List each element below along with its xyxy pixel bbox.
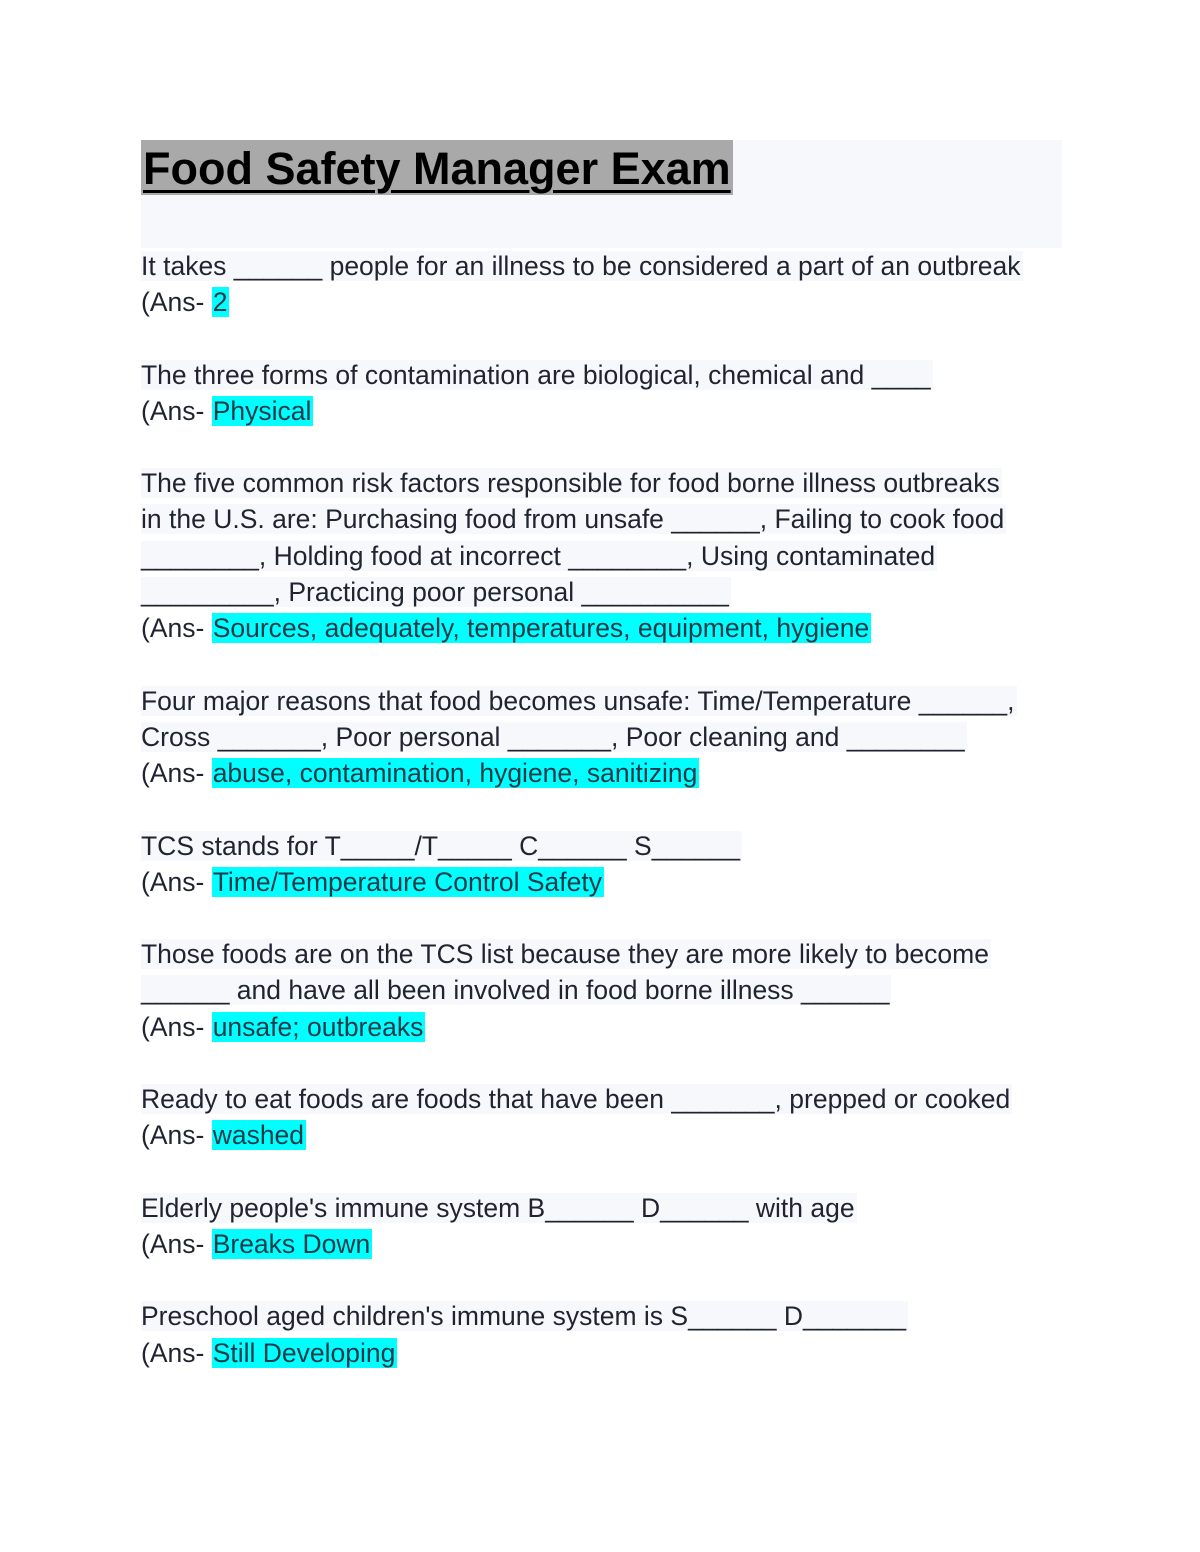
question-line: [141, 248, 1066, 284]
question-line: [141, 936, 1066, 972]
question-text: The three forms of contamination are biological, chemical and ____: [141, 359, 931, 390]
question-block: [141, 1081, 1066, 1154]
question-block: [141, 936, 1066, 1045]
answer-line: [141, 610, 1066, 646]
question-line: [141, 574, 1066, 610]
answer-highlight: unsafe; outbreaks: [212, 1011, 424, 1042]
question-line: [141, 683, 1066, 719]
question-text: The five common risk factors responsible for food borne illness outbreaks: [141, 468, 1000, 499]
answer-line: [141, 1226, 1066, 1262]
question-list: [141, 248, 1066, 1407]
question-block: [141, 465, 1066, 646]
answer-line: [141, 1335, 1066, 1371]
answer-line: [141, 755, 1066, 791]
answer-line: [141, 1009, 1066, 1045]
question-line: [141, 828, 1066, 864]
answer-prefix: (Ans-: [141, 1011, 212, 1042]
answer-prefix: (Ans-: [141, 866, 212, 897]
answer-highlight: Physical: [212, 395, 312, 426]
answer-highlight: Still Developing: [212, 1337, 396, 1368]
question-text: Four major reasons that food becomes unsafe: Time/Temperature ______,: [141, 685, 1015, 716]
answer-line: [141, 1117, 1066, 1153]
question-text: in the U.S. are: Purchasing food from unsafe ______, Failing to cook food: [141, 504, 1005, 535]
question-block: [141, 248, 1066, 321]
answer-prefix: (Ans-: [141, 613, 212, 644]
question-line: [141, 1190, 1066, 1226]
question-line: [141, 1298, 1066, 1334]
answer-highlight: washed: [212, 1120, 305, 1151]
question-text: Cross _______, Poor personal _______, Poor cleaning and ________: [141, 721, 965, 752]
question-line: [141, 501, 1066, 537]
document-title: Food Safety Manager Exam: [141, 140, 733, 195]
question-line: [141, 719, 1066, 755]
question-block: [141, 1190, 1066, 1263]
question-block: [141, 1298, 1066, 1371]
question-line: [141, 972, 1066, 1008]
answer-prefix: (Ans-: [141, 758, 212, 789]
question-line: [141, 465, 1066, 501]
question-block: [141, 357, 1066, 430]
answer-prefix: (Ans-: [141, 1337, 212, 1368]
answer-highlight: 2: [212, 287, 228, 318]
question-block: [141, 828, 1066, 901]
question-text: ________, Holding food at incorrect ________, Using contaminated: [141, 540, 936, 571]
answer-line: [141, 284, 1066, 320]
question-text: TCS stands for T_____/T_____ C______ S______: [141, 830, 741, 861]
question-text: It takes ______ people for an illness to be considered a part of an outbreak: [141, 251, 1021, 281]
title-block: [141, 140, 1062, 248]
question-text: Ready to eat foods are foods that have been _______, prepped or cooked: [141, 1084, 1011, 1115]
answer-prefix: (Ans-: [141, 1228, 212, 1259]
question-text: Elderly people's immune system B______ D______ with age: [141, 1192, 855, 1223]
question-line: [141, 357, 1066, 393]
answer-prefix: (Ans-: [141, 1120, 212, 1151]
answer-highlight: Sources, adequately, temperatures, equipment, hygiene: [212, 613, 870, 644]
answer-highlight: Time/Temperature Control Safety: [212, 866, 602, 897]
question-text: Preschool aged children's immune system is S______ D_______: [141, 1301, 907, 1332]
answer-highlight: Breaks Down: [212, 1228, 371, 1259]
question-block: [141, 683, 1066, 792]
question-line: [141, 1081, 1066, 1117]
answer-prefix: (Ans-: [141, 395, 212, 426]
answer-line: [141, 393, 1066, 429]
question-text: ______ and have all been involved in food borne illness ______: [141, 975, 890, 1006]
answer-highlight: abuse, contamination, hygiene, sanitizing: [212, 758, 698, 789]
question-text: Those foods are on the TCS list because they are more likely to become: [141, 939, 989, 970]
answer-prefix: (Ans-: [141, 287, 212, 318]
answer-line: [141, 864, 1066, 900]
question-line: [141, 538, 1066, 574]
question-text: _________, Practicing poor personal __________: [141, 577, 729, 608]
